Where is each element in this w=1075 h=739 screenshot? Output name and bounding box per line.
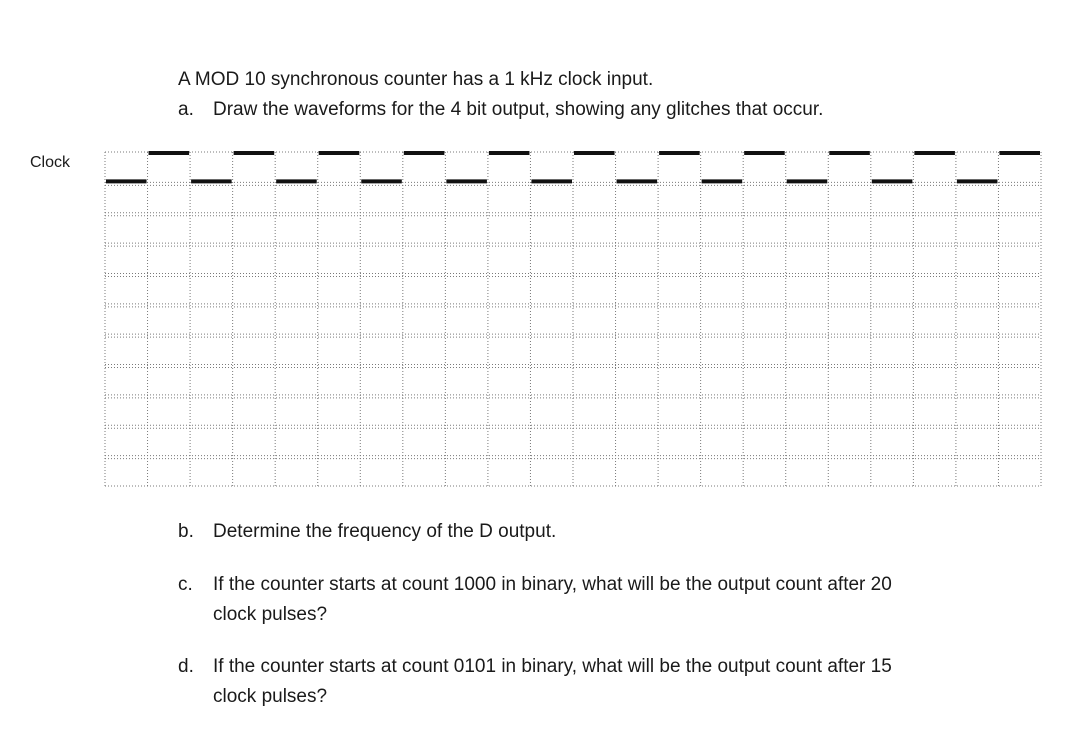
question-c-text-line1: If the counter starts at count 1000 in binary, what will be the output count after 20 [213, 574, 892, 595]
question-b-label: b. [178, 521, 194, 542]
question-c-text-line2: clock pulses? [213, 604, 328, 625]
intro-text: A MOD 10 synchronous counter has a 1 kHz clock input. [178, 69, 654, 90]
question-b-text: Determine the frequency of the D output. [213, 521, 557, 542]
question-c-label: c. [178, 574, 193, 595]
question-a-text: Draw the waveforms for the 4 bit output, showing any glitches that occur. [213, 99, 824, 120]
question-d-label: d. [178, 656, 194, 677]
question-a-label: a. [178, 99, 194, 120]
question-d-text-line1: If the counter starts at count 0101 in binary, what will be the output count after 15 [213, 656, 892, 677]
question-d-text-line2: clock pulses? [213, 686, 328, 707]
clock-signal-label: Clock [30, 154, 71, 171]
